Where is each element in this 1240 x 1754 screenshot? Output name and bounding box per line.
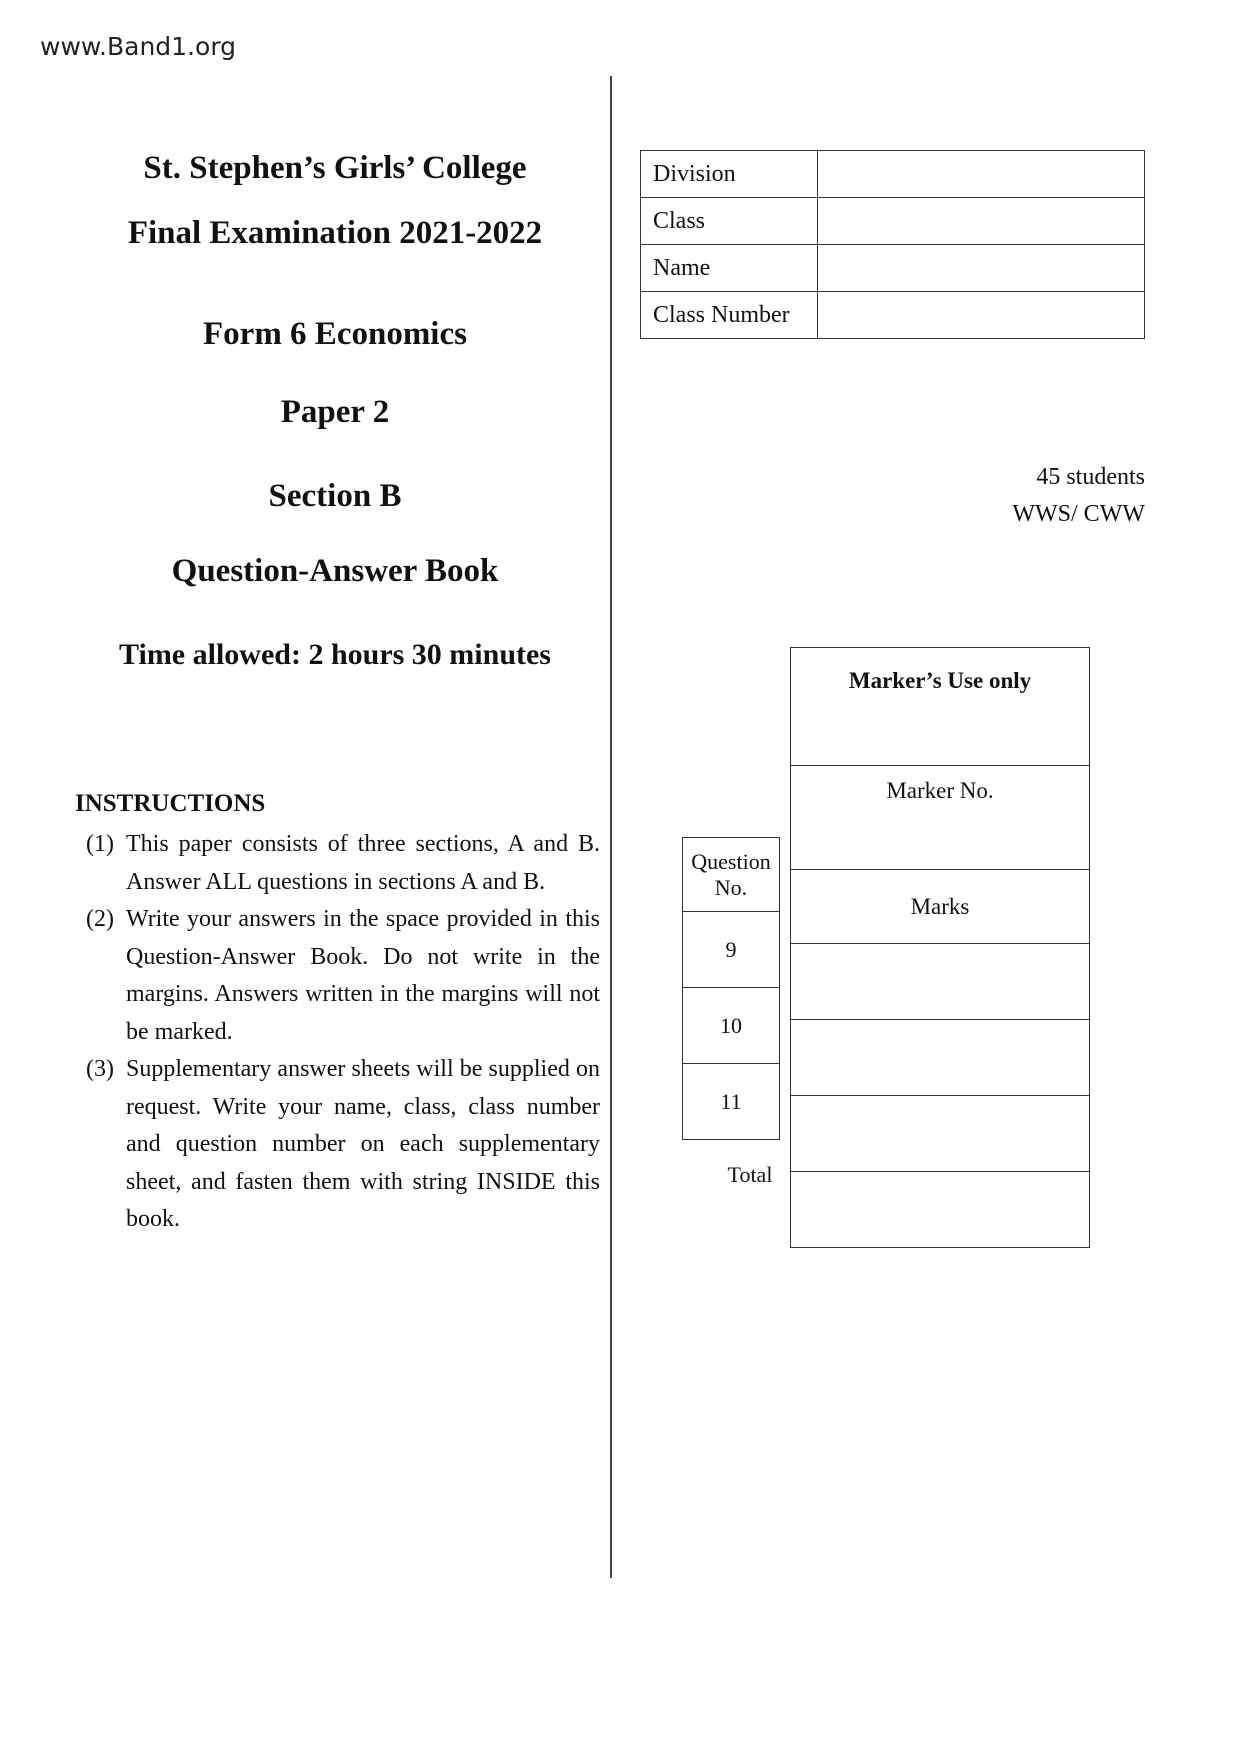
instruction-item: [86, 901, 600, 1051]
instruction-number: (3): [86, 1056, 114, 1082]
question-number: 11: [683, 1064, 780, 1140]
instruction-text: This paper consists of three sections, A and B. Answer ALL questions in sections A and B.: [126, 831, 600, 895]
student-count: 45 students: [1036, 464, 1145, 490]
name-label: Name: [641, 245, 818, 292]
school-name: St. Stephen’s Girls’ College: [143, 150, 527, 186]
time-allowed: Time allowed: 2 hours 30 minutes: [119, 638, 551, 671]
section-title: Section B: [268, 478, 402, 514]
instruction-text: Supplementary answer sheets will be supplied on request. Write your name, class, class number and question number on each supplementary sheet, and fasten them with string INSIDE this book.: [126, 1056, 600, 1232]
book-title: Question-Answer Book: [171, 553, 499, 589]
question-number: 10: [683, 988, 780, 1064]
total-label: Total: [727, 1162, 773, 1187]
name-field[interactable]: [818, 245, 1145, 292]
class-number-field[interactable]: [818, 292, 1145, 339]
watermark: www.Band1.org: [40, 32, 237, 61]
marks-cell-q11[interactable]: [791, 1096, 1090, 1172]
page-divider: [610, 76, 612, 1578]
class-field[interactable]: [818, 198, 1145, 245]
marker-no-label: Marker No.: [791, 766, 1090, 870]
marks-cell-total[interactable]: [791, 1172, 1090, 1248]
instructions-title: INSTRUCTIONS: [75, 790, 266, 817]
class-number-label: Class Number: [641, 292, 818, 339]
subject-title: Form 6 Economics: [203, 316, 467, 352]
marks-cell-q9[interactable]: [791, 944, 1090, 1020]
class-label: Class: [641, 198, 818, 245]
marker-table: [790, 647, 1090, 1248]
info-row-class: [641, 198, 1145, 245]
division-label: Division: [641, 151, 818, 198]
info-row-name: [641, 245, 1145, 292]
info-row-class-number: [641, 292, 1145, 339]
instruction-item: [86, 826, 600, 901]
marks-header: Marks: [791, 870, 1090, 944]
teacher-initials: WWS/ CWW: [1012, 501, 1145, 527]
exam-title: Final Examination 2021-2022: [127, 215, 543, 251]
marks-cell-q10[interactable]: [791, 1020, 1090, 1096]
question-number: 9: [683, 912, 780, 988]
instruction-item: [86, 1051, 600, 1239]
paper-title: Paper 2: [280, 394, 390, 430]
question-no-header: Question No.: [683, 838, 780, 912]
instruction-number: (1): [86, 831, 114, 857]
division-field[interactable]: [818, 151, 1145, 198]
info-row-division: [641, 151, 1145, 198]
instruction-number: (2): [86, 906, 114, 932]
question-number-table: [682, 837, 780, 1140]
instruction-text: Write your answers in the space provided in this Question-Answer Book. Do not write in the margins. Answers written in the margins will not be marked.: [126, 906, 600, 1045]
marker-use-title: Marker’s Use only: [791, 648, 1090, 766]
instructions-list: [86, 826, 600, 1239]
student-info-table: [640, 150, 1145, 339]
